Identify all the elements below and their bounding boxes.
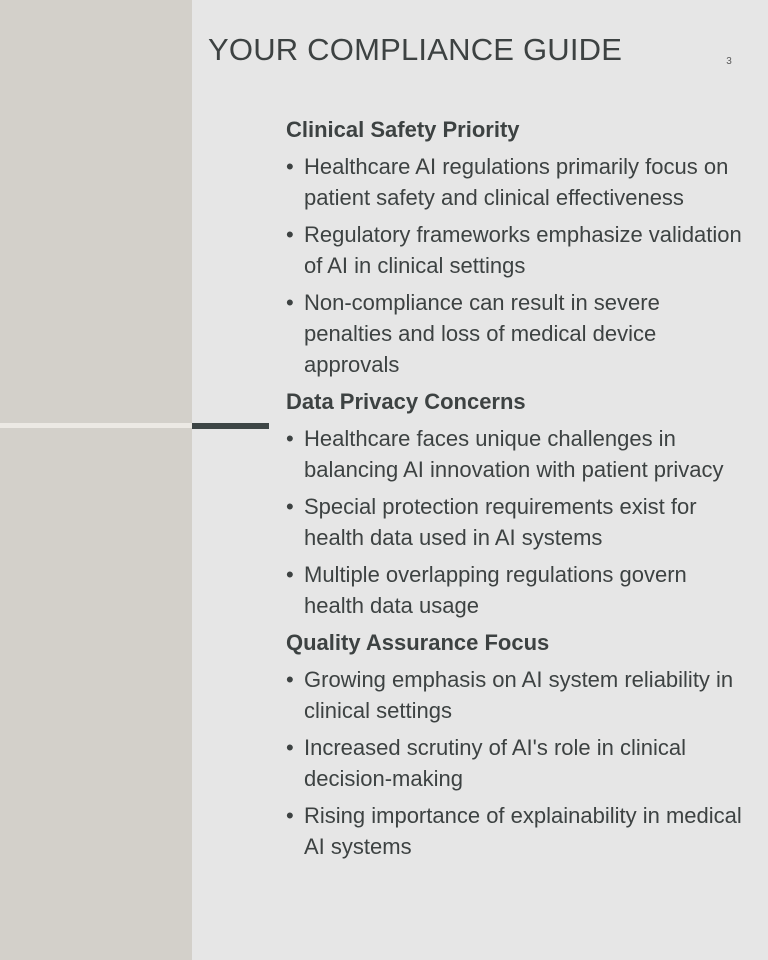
bullet-item <box>286 664 748 726</box>
bullet-dot-icon: • <box>286 735 294 760</box>
left-divider-line <box>0 423 192 428</box>
accent-bar <box>192 423 269 429</box>
bullet-dot-icon: • <box>286 222 294 247</box>
content-body <box>286 114 748 868</box>
page-title: YOUR COMPLIANCE GUIDE <box>208 32 623 67</box>
bullet-text: Multiple overlapping regulations govern health data usage <box>304 562 687 618</box>
bullet-dot-icon: • <box>286 803 294 828</box>
bullet-dot-icon: • <box>286 426 294 451</box>
bullet-item <box>286 559 748 621</box>
bullet-text: Growing emphasis on AI system reliability in clinical settings <box>304 667 734 723</box>
bullet-text: Regulatory frameworks emphasize validation of AI in clinical settings <box>304 222 742 278</box>
bullet-dot-icon: • <box>286 290 294 315</box>
bullet-list <box>286 423 748 621</box>
bullet-item <box>286 800 748 862</box>
bullet-item <box>286 423 748 485</box>
bullet-item <box>286 219 748 281</box>
bullet-dot-icon: • <box>286 494 294 519</box>
section-heading: Quality Assurance Focus <box>286 630 550 655</box>
section-data-privacy <box>286 386 748 621</box>
bullet-dot-icon: • <box>286 154 294 179</box>
left-decorative-panel <box>0 0 192 960</box>
bullet-text: Healthcare faces unique challenges in balancing AI innovation with patient privacy <box>304 426 724 482</box>
bullet-text: Rising importance of explainability in medical AI systems <box>304 803 742 859</box>
section-heading: Data Privacy Concerns <box>286 389 526 414</box>
section-quality-assurance <box>286 627 748 862</box>
bullet-text: Non-compliance can result in severe penalties and loss of medical device approvals <box>304 290 660 377</box>
bullet-item <box>286 491 748 553</box>
bullet-text: Increased scrutiny of AI's role in clinical decision-making <box>304 735 687 791</box>
section-clinical-safety <box>286 114 748 380</box>
bullet-item <box>286 732 748 794</box>
bullet-text: Special protection requirements exist for health data used in AI systems <box>304 494 697 550</box>
bullet-list <box>286 664 748 862</box>
slide-number: 3 <box>726 56 732 67</box>
bullet-item <box>286 287 748 380</box>
bullet-list <box>286 151 748 380</box>
bullet-dot-icon: • <box>286 562 294 587</box>
bullet-text: Healthcare AI regulations primarily focus on patient safety and clinical effectiveness <box>304 154 729 210</box>
bullet-item <box>286 151 748 213</box>
section-heading: Clinical Safety Priority <box>286 117 520 142</box>
bullet-dot-icon: • <box>286 667 294 692</box>
